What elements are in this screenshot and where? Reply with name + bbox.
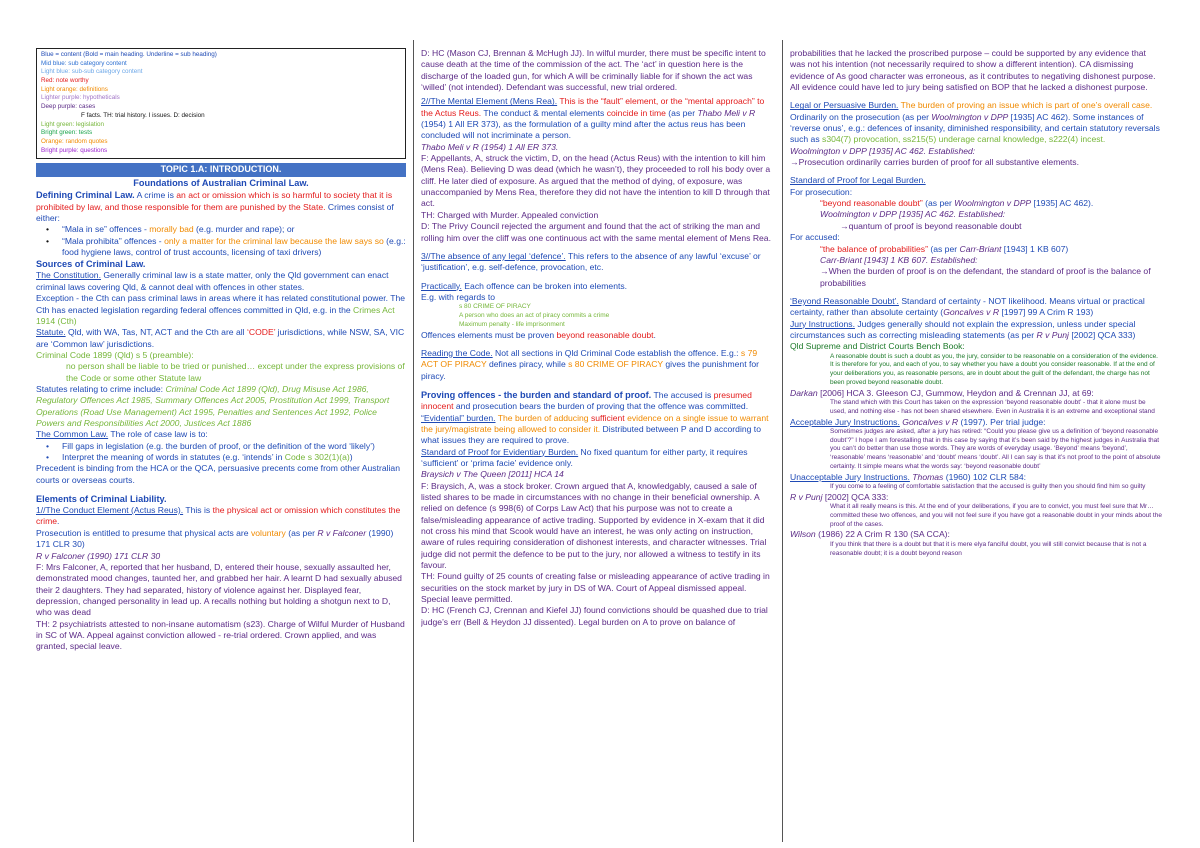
- text: jurisdictions, while NSW, SA, VIC are ‘Common law’ jurisdictions.: [36, 327, 405, 349]
- paragraph: [790, 417, 1162, 428]
- column-divider: [782, 40, 783, 842]
- sub-heading: 2//The Mental Element (Mens Rea).: [421, 96, 558, 107]
- text: Crimes consist of either:: [36, 201, 394, 223]
- definition: evidence on a single issue to warrant the jury/magistrate being allowed to consider it.: [421, 412, 769, 434]
- sub-heading: Practically.: [421, 280, 462, 291]
- paragraph: [36, 327, 406, 350]
- sub-heading: Standard of Proof for Evidentiary Burden.: [421, 446, 579, 457]
- text: Statutes relating to crime include:: [36, 383, 166, 394]
- text: [1997] 99 A Crim R 193): [999, 307, 1094, 318]
- paragraph: [421, 96, 773, 141]
- text: (as per: [922, 198, 955, 209]
- quote: A reasonable doubt is such a doubt as you, the jury, consider to be reasonable on a consideration of the evidence. It is therefore for you, and each of you, to say whether you have a doubt you consider reasonable. If at the end of your deliberations you, as reasonable persons, are in doubt about the guilt of the defendant, the charge has not been proved beyond reasonable doubt.: [830, 352, 1158, 386]
- text: The conduct & mental elements: [481, 107, 607, 118]
- text: .: [57, 516, 60, 527]
- definition: voluntary: [250, 527, 286, 538]
- paragraph: [790, 492, 1162, 503]
- case-name: Goncalves v R: [943, 307, 1000, 318]
- paragraph: [36, 270, 406, 293]
- case-holding: →Prosecution ordinarily carries burden of proof for all substantive elements.: [790, 157, 1079, 168]
- legend-line: Light orange: definitions: [41, 85, 108, 93]
- text: (1990) 171 CLR 30): [36, 527, 394, 550]
- text: ): [349, 451, 353, 462]
- case-holding: →quantum of proof is beyond reasonable doubt: [840, 220, 1022, 231]
- case-name: Woolmington v DPP: [931, 111, 1009, 122]
- quote: What it all really means is this. At the end of your deliberations, if you are to convict, you must feel sure that Mr… committed these two offences, and you will not feel sure if you have got a reasonable doubt in your minds about the proof of the cases.: [830, 503, 1162, 528]
- column-2: [421, 48, 773, 838]
- legend-line: Blue = content (Bold = main heading. Underline = sub heading): [41, 51, 217, 58]
- text: (1954) 1 All ER 373), as the formulation of a guilty mind after the actus reus has been concluded will not incriminate a person.: [421, 119, 746, 141]
- heading: Elements of Criminal Liability.: [36, 494, 167, 504]
- case-title: Woolmington v DPP [1935] AC 462. Established:: [820, 209, 1006, 220]
- paragraph: [790, 100, 1162, 145]
- sub-heading: Legal or Persuasive Burden.: [790, 100, 899, 111]
- paragraph: [421, 413, 773, 447]
- text: This refers to the absence of any lawful ‘excuse’ or ‘justification’, e.g. self-defence, provocation, etc.: [421, 250, 761, 273]
- sub-heading: “Evidential” burden.: [421, 412, 496, 423]
- legend-line: Bright green: tests: [41, 129, 93, 137]
- text: (as per: [927, 243, 960, 254]
- case-holding: →When the burden of proof is on the defendant, the standard of proof is the balance of probabilities: [820, 266, 1151, 288]
- column-divider: [413, 40, 414, 842]
- paragraph: [790, 296, 1162, 319]
- text: Not all sections in Qld Criminal Code establish the offence. E.g.:: [492, 347, 741, 358]
- definition: only a matter for the criminal law because the law says so: [164, 235, 384, 246]
- text: (as per: [285, 527, 318, 538]
- heading: Sources of Criminal Law.: [36, 259, 146, 270]
- case-decision: D: The Privy Council rejected the argument and found that the act of striking the man and rolling him over the cliff was one continuous act with the same mental element of Mens Rea.: [421, 221, 771, 243]
- list-item: [36, 236, 406, 259]
- paragraph: [421, 389, 773, 413]
- case-decision: D: HC (French CJ, Crennan and Kiefel JJ) found convictions should be quashed due to trial judge’s err (Bell & Heydon JJ dissented). Legal burden on A to prove on balance of: [421, 605, 768, 627]
- case-trial-history: TH: Found guilty of 25 counts of creating false or misleading appearance of active trading in securities on the stock market by jury in DS of WA. Court of Appeal dismissed appeal. Special leave permitted.: [421, 571, 770, 605]
- sub-heading: Unacceptable Jury Instructions.: [790, 471, 910, 482]
- column-1: [36, 48, 406, 838]
- text: [2006] HCA 3. Gleeson CJ, Gummow, Heydon and & Crennan JJ, at 69:: [817, 387, 1094, 398]
- text: (e.g.: food hygiene laws, control of trust accounts, licensing of taxi drivers): [62, 235, 406, 257]
- text: [1935] AC 462). Some instances of ‘reverse onus’, e.g.: defences of insanity, diminished responsibility, and certain statutory reversals such as: [790, 111, 1160, 145]
- text: (1960) 102 CLR 584:: [943, 471, 1026, 482]
- definition: The burden of proving an issue which is part of one’s overall case.: [898, 100, 1153, 111]
- paragraph: E.g. with regards to: [421, 291, 496, 302]
- text: A crime is: [134, 190, 177, 201]
- note: the physical act or omission which constitutes the crime: [36, 505, 401, 527]
- legislation: Criminal Code Act 1899 (Qld), Drug Misuse Act 1986, Regulatory Offences Act 1985, Summary Offences Act 2005, Prostitution Act 1999, Transport Operations (Road Use Management) Act 1995, Penalties and Sentences Act 1992, Police Powers and Responsibilities Act 2000, Justices Act 1886: [36, 383, 390, 428]
- text: Each offence can be broken into elements.: [461, 280, 628, 291]
- text: [1943] 1 KB 607): [1001, 243, 1069, 254]
- sub-heading: The Common Law.: [36, 429, 109, 440]
- text: [2002] QCA 333:: [822, 491, 889, 502]
- text: Distributed between P and D according to what issues they are required to prove.: [421, 423, 761, 446]
- note: presumed innocent: [421, 389, 752, 412]
- case-decision: probabilities that he lacked the proscribed purpose – could be supported by any evidence that was not his intention (not necessarily required to show a different intention). CA dismissing evidence of As good character was erroneous, as it contributes to negativing dishonest purpose. All evidence could have led to jury being satisfied on BOP that he lacked a dishonest purpose.: [790, 48, 1156, 93]
- legend-line: Red: note worthy: [41, 77, 89, 85]
- list-item: [36, 452, 406, 463]
- sub-heading: Standard of Proof for Legal Burden.: [790, 175, 926, 186]
- quote: Sometimes judges are asked, after a jury has retired: “Could you please give us a definition of ‘beyond reasonable doubt’?” I hope I am forestalling that in this case by saying that it’s been said by the highest judges in Australia that you can’t do better than use those words. They are words of everyday usage. ‘Beyond’ means ‘beyond’, ‘reasonable’ means ‘reasonable’ and ‘doubt’ means ‘doubt’. All I can say is that it’s not proof to the point of absolute certainty. It simple means what the words say: ‘beyond reasonable doubt’: [830, 427, 1161, 470]
- text: The accused is: [651, 389, 714, 400]
- topic-banner: TOPIC 1.A: INTRODUCTION.: [36, 163, 406, 177]
- text: (1997). Per trial judge:: [958, 416, 1046, 427]
- legislation-quote: A person who does an act of piracy commits a crime: [459, 311, 610, 319]
- legend-line: F facts. TH: trial history. I issues. D: decision: [81, 111, 205, 119]
- text: Exception - the Cth can pass criminal laws in areas where it has related constitutional power. The Cth has enacted legislation regarding federal offences committed in Qld, e.g. in the: [36, 293, 406, 315]
- note: This is the “fault” element, or the “mental approach” to the Actus Reus.: [421, 96, 765, 118]
- text: Interpret the meaning of words in statutes (e.g. ‘intends’ in: [62, 451, 285, 462]
- paragraph: [421, 447, 773, 470]
- case-name: Thomas: [909, 471, 944, 482]
- list-item: • Fill gaps in legislation (e.g. the burden of proof, or the definition of the word ‘likely’): [36, 441, 406, 452]
- text: [1935] AC 462).: [1031, 198, 1094, 209]
- sub-heading: ‘Beyond Reasonable Doubt’.: [790, 295, 899, 306]
- legend-line: Light green: legislation: [41, 120, 105, 128]
- legislation: Criminal Code 1899 (Qld) s 5 (preamble):: [36, 349, 194, 360]
- case-name: Thabo Meli v R: [697, 107, 756, 118]
- legend-line: Bright purple: questions: [41, 146, 108, 154]
- paragraph: For accused:: [790, 232, 840, 243]
- case-name: Goncalves v R: [899, 416, 959, 427]
- sub-heading: 3//The absence of any legal ‘defence’.: [421, 250, 566, 261]
- sub-heading: Reading the Code.: [421, 347, 493, 358]
- case-name: Wilson: [790, 529, 816, 540]
- definition: The burden of adducing: [495, 412, 591, 423]
- legislation: s 79 ACT OF PIRACY: [421, 347, 758, 370]
- list-item: [36, 224, 406, 235]
- legislation-quote: no person shall be liable to be tried or punished… except under the express provisions of the Code or some other Statute law: [66, 361, 405, 383]
- legislation: Code s 302(1)(a): [284, 451, 350, 462]
- case-trial-history: TH: 2 psychiatrists attested to non-insane automatism (s23). Charge of Wilful Murder of Husband in SC of WA. Appeal against conviction allowed - re-trial ordered. Crown applied, and was granted, special leave.: [36, 618, 405, 652]
- legislation-quote: Maximum penalty - life imprisonment: [459, 320, 565, 328]
- case-facts: F: Braysich, A, was a stock broker. Crown argued that A, knowledgably, caused a sale of listed shares to be made in circumstances with no change in their beneficial ownership. A relied on defence (s 998(6) of Corps Law Act) that his purpose was not to create a false/misleading appearance of active trading. Supported by evidence in X-exam that it did not cross his mind that Scook would have an interest, he was only acting on instruction, aware of rules requiring consideration of dishonest interests, and character witnesses. Trial judge did not permit the defence to be put to the jury, nor allowed a witness to testify in its favour.: [421, 480, 767, 571]
- paragraph: For prosecution:: [790, 186, 853, 197]
- text: Prosecution is entitled to presume that physical acts are: [36, 527, 251, 538]
- paragraph: [421, 330, 773, 341]
- legend-line: Deep purple: cases: [41, 103, 96, 111]
- text: Standard of certainty - NOT likelihood. Means virtual or practical certainty, rather than absolute certainty (: [790, 295, 1145, 318]
- sub-heading: Jury Instructions.: [790, 318, 855, 329]
- text: [2002] QCA 333): [1068, 329, 1136, 340]
- quote: The stand which with this Court has taken on the expression ‘beyond reasonable doubt’ - that it alone must be used, and nothing else - has not been shared elsewhere. Even in Australia it is an extreme and exceptional stand: [830, 399, 1155, 415]
- paragraph: [790, 388, 1162, 399]
- page-title: Foundations of Australian Criminal Law.: [133, 178, 309, 189]
- colour-legend: [36, 48, 406, 159]
- sub-heading: Acceptable Jury Instructions.: [790, 416, 900, 427]
- note: coincide in time: [606, 107, 666, 118]
- text: and prosecution bears the burden of proving that the offence was committed.: [453, 401, 749, 412]
- paragraph: [790, 529, 1162, 540]
- legend-line: Light blue: sub-sub category content: [41, 68, 143, 76]
- text: (as per: [665, 107, 698, 118]
- paragraph: [421, 251, 773, 274]
- text: Judges generally should not explain the expression, unless under special circumstances such as correcting misleading statements (as per: [790, 318, 1136, 340]
- note: sufficient: [590, 412, 625, 423]
- case-decision: D: HC (Mason CJ, Brennan & McHugh JJ). In wilful murder, there must be specific intent to cause death at the time of the commission of the act. The ‘act’ in question here is the discharge of the loaded gun, for which A will be criminally liable for if shown the act was ‘willed’ (not intended). Defendant was successful, new trial ordered.: [421, 48, 766, 93]
- paragraph: [421, 281, 773, 292]
- paragraph: [36, 384, 406, 429]
- case-name: R v Falconer: [317, 527, 367, 538]
- case-title: Woolmington v DPP [1935] AC 462. Established:: [790, 145, 976, 156]
- text: Ordinarily on the prosecution (as per: [790, 111, 932, 122]
- heading: Proving offences - the burden and standard of proof.: [421, 389, 652, 400]
- note: beyond reasonable doubt: [556, 329, 654, 340]
- text: “Mala in se” offences -: [62, 224, 150, 235]
- paragraph: [421, 348, 773, 382]
- text: Generally criminal law is a state matter, only the Qld government can enact criminal laws covering Qld, & cannot deal with offences in other states.: [36, 270, 389, 292]
- text: (e.g. murder and rape); or: [193, 224, 295, 235]
- case-name: R v Punj: [790, 491, 823, 502]
- text: This is: [183, 505, 213, 516]
- paragraph: [790, 198, 1162, 209]
- legislation: Crimes Act 1914 (Cth): [36, 304, 395, 326]
- text: The role of case law is to:: [108, 429, 208, 440]
- legislation: s 80 CRIME OF PIRACY: [568, 359, 663, 370]
- paragraph: [36, 528, 406, 551]
- note: “the balance of probabilities”: [820, 243, 928, 254]
- legend-line: Lighter purple: hypotheticals: [41, 94, 120, 102]
- paragraph: [790, 244, 1162, 255]
- note: ‘CODE’: [246, 327, 276, 338]
- text: gives the punishment for piracy.: [421, 359, 760, 381]
- note: “beyond reasonable doubt”: [820, 198, 923, 209]
- sub-heading: Statute.: [36, 327, 66, 338]
- case-name: Woolmington v DPP: [954, 198, 1032, 209]
- paragraph: Precedent is binding from the HCA or the QCA, persuasive precents come from other Australian courts or overseas courts.: [36, 463, 400, 485]
- case-title: Thabo Meli v R (1954) 1 All ER 373.: [421, 141, 559, 152]
- text: No fixed quantum for either party, it requires ‘sufficient’ or ‘prima facie’ evidence only.: [421, 446, 748, 468]
- legislation: s304(7) provocation, ss215(5) underage carnal knowledge, s222(4) incest.: [822, 134, 1106, 145]
- text: .: [653, 329, 656, 340]
- case-name: Carr-Briant: [959, 243, 1002, 254]
- note: an act or omission which is so harmful to society that it is prohibited by law, and those responsible for them are punished by the State.: [36, 190, 393, 212]
- case-trial-history: TH: Charged with Murder. Appealed conviction: [421, 209, 599, 220]
- column-3: [790, 48, 1162, 838]
- case-title: Carr-Briant [1943] 1 KB 607. Established:: [820, 254, 978, 265]
- paragraph: [36, 293, 406, 327]
- legend-line: Mid blue: sub category content: [41, 59, 127, 67]
- paragraph: [790, 472, 1162, 483]
- case-title: R v Falconer (1990) 171 CLR 30: [36, 550, 161, 561]
- text: Qld, with WA, Tas, NT, ACT and the Cth are all: [65, 327, 247, 338]
- quote: If you come to a feeling of comfortable satisfaction that the accused is guilty then you should find him so guilty: [830, 483, 1146, 491]
- case-facts: F: Mrs Falconer, A, reported that her husband, D, entered their house, sexually assaulted her, demonstrated mood changes, taunted her, and grabbed her hair. A learnt D had sexually abused their 2 daughters. They had separated, history of violence against her. Displayed fear, depression, changed personality in lead up. A recalls nothing but holding a shotgun next to D, who was dead: [36, 561, 402, 618]
- sub-heading: The Constitution.: [36, 270, 101, 281]
- paragraph: [790, 319, 1162, 342]
- paragraph: [36, 505, 406, 528]
- paragraph: [36, 189, 406, 224]
- paragraph: [36, 429, 406, 440]
- text: “Mala prohibita” offences -: [62, 235, 165, 246]
- text: (1986) 22 A Crim R 130 (SA CCA):: [815, 529, 950, 540]
- case-facts: F: Appellants, A, struck the victim, D, on the head (Actus Reus) with the intention to kill him (Mens Rea). Believing D was dead (which he wasn’t), they proceeded to roll his body over a cliff. He later died of exposure. As argued that the method of dying, of exposure, was unaccompanied by Mens Rea, therefore they did not have the intention to kill D through that act.: [421, 153, 771, 209]
- case-name: R v Punj: [1036, 329, 1069, 340]
- bench-book-heading: Qld Supreme and District Courts Bench Book:: [790, 341, 965, 352]
- heading: Defining Criminal Law.: [36, 190, 135, 201]
- legislation-quote: s 80 CRIME OF PIRACY: [459, 303, 531, 311]
- case-name: Darkan: [790, 387, 818, 398]
- text: defines piracy, while: [486, 359, 569, 370]
- text: Offences elements must be proven: [421, 329, 557, 340]
- case-title: Braysich v The Queen [2011] HCA 14: [421, 469, 564, 480]
- definition: morally bad: [149, 224, 194, 235]
- legend-line: Orange: random quotes: [41, 137, 108, 145]
- sub-heading: 1//The Conduct Element (Actus Reus).: [36, 505, 184, 516]
- quote: If you think that there is a doubt but that it is mere elya fanciful doubt, you will still convict because that is not a reasonable doubt; it is a doubt beyond reason: [830, 540, 1147, 557]
